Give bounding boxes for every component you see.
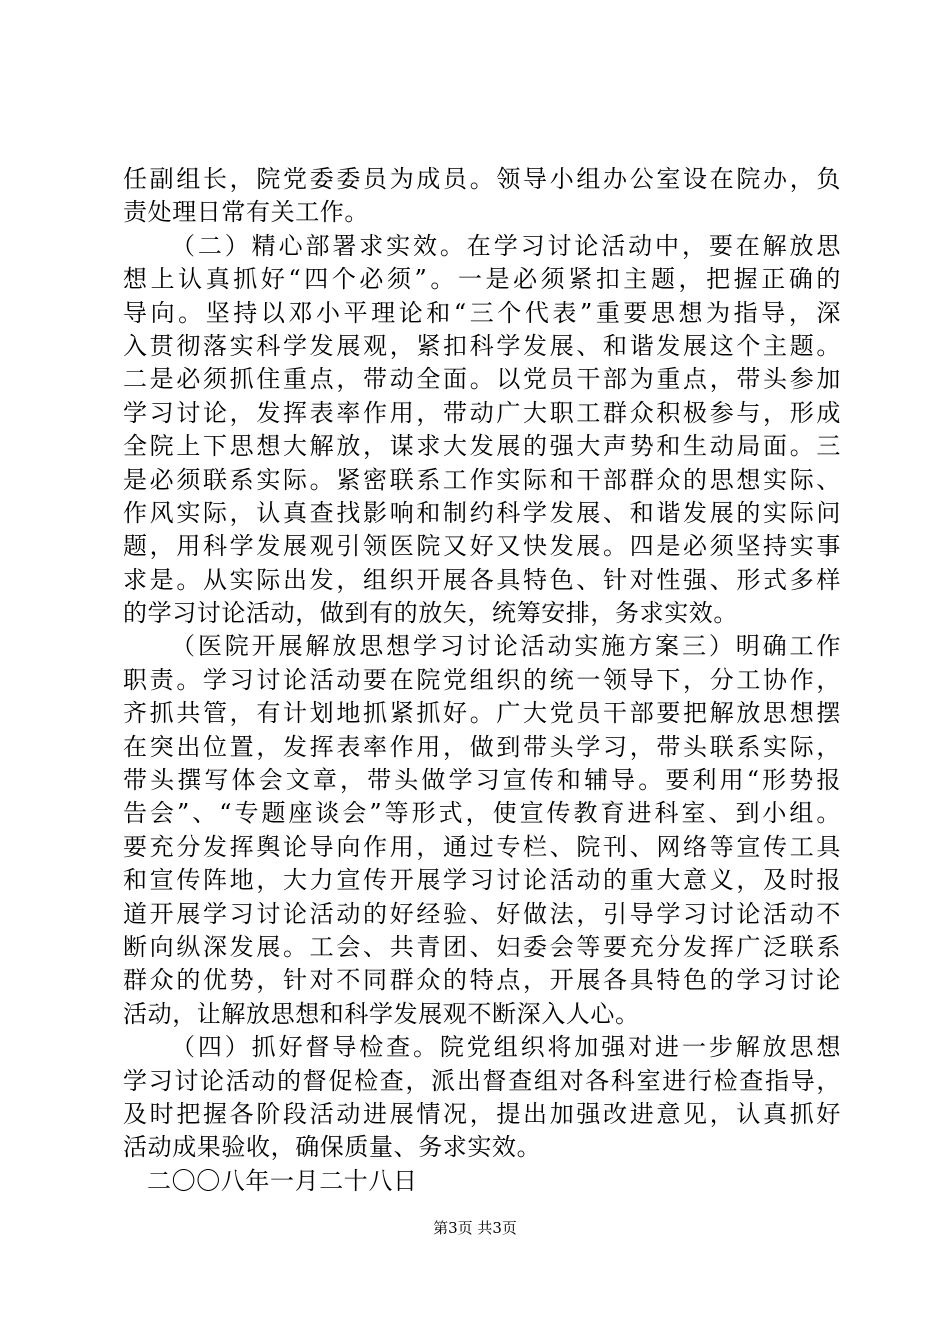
body-line: 告会”、“专题座谈会”等形式，使宣传教育进科室、到小组。: [123, 799, 841, 828]
document-date: 二〇〇八年一月二十八日: [147, 1166, 418, 1195]
body-line: 职责。学习讨论活动要在院党组织的统一领导下，分工协作，: [123, 665, 841, 694]
body-line: 求是。从实际出发，组织开展各具特色、针对性强、形式多样: [123, 565, 841, 594]
body-line: 全院上下思想大解放，谋求大发展的强大声势和生动局面。三: [123, 432, 841, 461]
body-line: 群众的优势，针对不同群众的特点，开展各具特色的学习讨论: [123, 966, 841, 995]
body-line: 学习讨论活动的督促检查，派出督查组对各科室进行检查指导，: [123, 1066, 841, 1095]
body-line: 二是必须抓住重点，带动全面。以党员干部为重点，带头参加: [123, 365, 841, 394]
body-line: 及时把握各阶段活动进展情况，提出加强改进意见，认真抓好: [123, 1099, 841, 1128]
body-line: 活动，让解放思想和科学发展观不断深入人心。: [123, 999, 640, 1028]
body-line: 带头撰写体会文章，带头做学习宣传和辅导。要利用“形势报: [123, 766, 841, 795]
body-line: 导向。坚持以邓小平理论和“三个代表”重要思想为指导，深: [123, 298, 841, 327]
body-line: 是必须联系实际。紧密联系工作实际和干部群众的思想实际、: [123, 465, 841, 494]
body-line: 的学习讨论活动，做到有的放矢，统筹安排，务求实效。: [123, 599, 738, 628]
body-line: 要充分发挥舆论导向作用，通过专栏、院刊、网络等宣传工具: [123, 832, 841, 861]
paragraph-first-line: （四）抓好督导检查。院党组织将加强对进一步解放思想: [171, 1033, 841, 1062]
body-line: 齐抓共管，有计划地抓紧抓好。广大党员干部要把解放思想摆: [123, 699, 841, 728]
body-line: 想上认真抓好“四个必须”。一是必须紧扣主题，把握正确的: [123, 265, 841, 294]
body-line: 题，用科学发展观引领医院又好又快发展。四是必须坚持实事: [123, 532, 841, 561]
body-line: 责处理日常有关工作。: [123, 198, 369, 227]
body-line: 活动成果验收，确保质量、务求实效。: [123, 1133, 542, 1162]
body-line: 道开展学习讨论活动的好经验、好做法，引导学习讨论活动不: [123, 899, 841, 928]
body-line: 学习讨论，发挥表率作用，带动广大职工群众积极参与，形成: [123, 398, 841, 427]
body-line: 任副组长，院党委委员为成员。领导小组办公室设在院办，负: [123, 165, 841, 193]
body-line: 和宣传阵地，大力宣传开展学习讨论活动的重大意义，及时报: [123, 866, 841, 895]
paragraph-first-line: （医院开展解放思想学习讨论活动实施方案三）明确工作: [171, 632, 841, 661]
paragraph-first-line: （二）精心部署求实效。在学习讨论活动中，要在解放思: [171, 231, 841, 260]
body-line: 入贯彻落实科学发展观，紧扣科学发展、和谐发展这个主题。: [123, 331, 841, 360]
body-line: 在突出位置，发挥表率作用，做到带头学习，带头联系实际，: [123, 732, 841, 761]
document-body: [123, 163, 841, 1198]
body-line: 断向纵深发展。工会、共青团、妇委会等要充分发挥广泛联系: [123, 932, 841, 961]
body-line: 作风实际，认真查找影响和制约科学发展、和谐发展的实际问: [123, 498, 841, 527]
page-number-footer: 第3页 共3页: [433, 1219, 517, 1237]
